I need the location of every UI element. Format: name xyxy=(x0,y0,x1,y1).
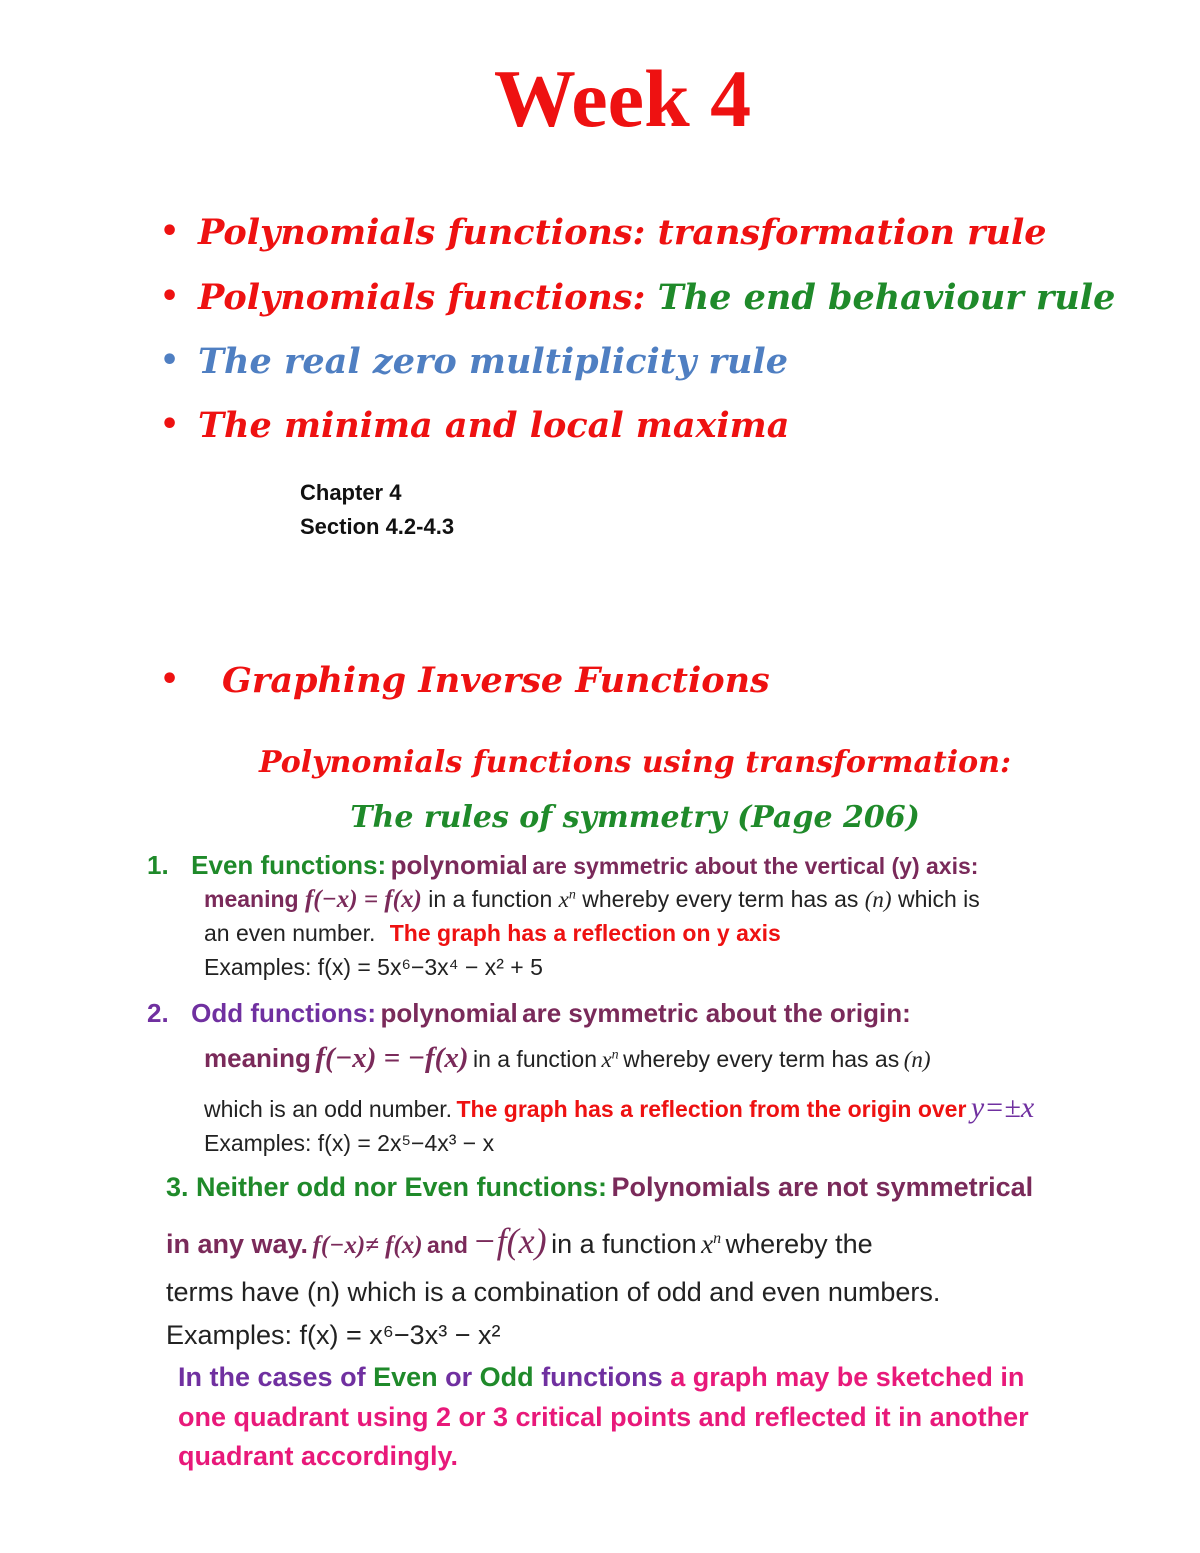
topic-item: • Polynomials functions: The end behaviour rule xyxy=(160,277,1116,318)
rule-even-example: Examples: f(x) = 5x⁶−3x⁴ − x² + 5 xyxy=(204,954,543,980)
bullet-icon: • xyxy=(160,407,180,442)
rule-neither-example: Examples: f(x) = x⁶−3x³ − x² xyxy=(166,1320,501,1350)
section-label: Section 4.2-4.3 xyxy=(300,514,455,539)
rule-even-line2: an even number. The graph has a reflection on y axis xyxy=(204,920,781,946)
rule-odd-meaning: meaning f(−x) = −f(x) in a function $x^n$ whereby every term has as (n) xyxy=(204,1042,931,1074)
bullet-icon: • xyxy=(160,343,180,378)
rule-odd-heading: 2. Odd functions: polynomial are symmetric about the origin: xyxy=(147,998,911,1028)
topic-item: • The minima and local maxima xyxy=(160,405,790,446)
chapter-label: Chapter 4 xyxy=(300,480,402,505)
rule-neither-line2: terms have (n) which is a combination of odd and even numbers. xyxy=(166,1277,941,1307)
rule-odd-line2: which is an odd number. The graph has a reflection from the origin over y=±x xyxy=(204,1091,1035,1124)
note-line1: In the cases of Even or Odd functions a graph may be sketched in xyxy=(178,1362,1025,1392)
topic-item: • Polynomials functions: transformation rule xyxy=(160,212,1047,253)
bullet-icon: • xyxy=(160,279,180,314)
topic-item: • The real zero multiplicity rule xyxy=(160,341,788,382)
rule-neither-line1: in any way. f(−x)≠ f(x) and −f(x) in a function $x^n$ whereby the xyxy=(166,1221,873,1261)
bullet-icon: • xyxy=(160,662,180,697)
bullet-icon: • xyxy=(160,214,180,249)
subheading-1: Polynomials functions using transformation: xyxy=(258,745,1012,780)
note-line3: quadrant accordingly. xyxy=(178,1441,459,1471)
rule-even-meaning: meaning f(−x) = f(x) in a function $x^n$ whereby every term has as (n) which is xyxy=(204,886,980,913)
note-line2: one quadrant using 2 or 3 critical points and reflected it in another xyxy=(178,1402,1029,1432)
rule-odd-example: Examples: f(x) = 2x⁵−4x³ − x xyxy=(204,1130,495,1156)
rule-even-heading: 1. Even functions: polynomial are symmetric about the vertical (y) axis: xyxy=(147,850,979,880)
graphing-topic: • Graphing Inverse Functions xyxy=(160,660,770,701)
subheading-2: The rules of symmetry (Page 206) xyxy=(350,800,920,835)
page-title: Week 4 xyxy=(493,53,752,144)
rule-neither-heading: 3. Neither odd nor Even functions: Polynomials are not symmetrical xyxy=(166,1172,1034,1202)
